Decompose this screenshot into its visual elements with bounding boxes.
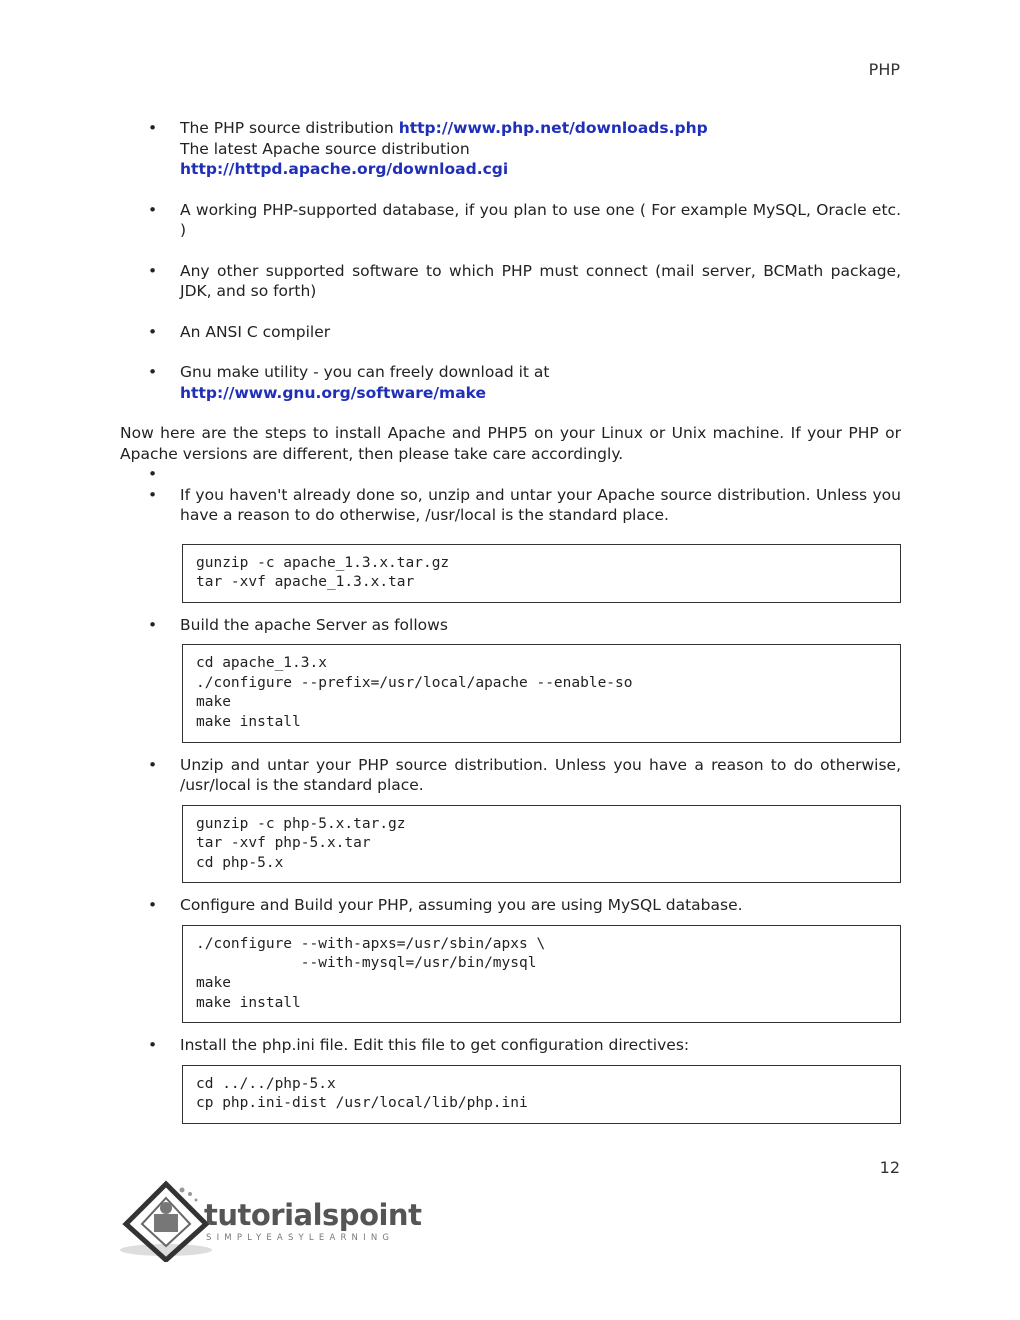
list-item: • Install the php.ini file. Edit this file to get configuration directives: bbox=[120, 1035, 901, 1056]
list-item: • If you haven't already done so, unzip and untar your Apache source distribution. Unless you have a reason to do otherwise, /usr/local is the standard place. bbox=[120, 485, 901, 526]
list-item: • Configure and Build your PHP, assuming you are using MySQL database. bbox=[120, 895, 901, 916]
empty-list-item bbox=[120, 464, 901, 485]
list-item: • Any other supported software to which PHP must connect (mail server, BCMath package, JDK, and so forth) bbox=[120, 261, 901, 302]
text: The latest Apache source distribution bbox=[180, 139, 470, 158]
page-content bbox=[120, 118, 901, 1124]
code-block: cd apache_1.3.x ./configure --prefix=/usr/local/apache --enable-so make make install bbox=[182, 644, 901, 742]
logo-text: tutorialspoint bbox=[204, 1198, 422, 1232]
code-block: gunzip -c apache_1.3.x.tar.gz tar -xvf apache_1.3.x.tar bbox=[182, 544, 901, 603]
code-block: gunzip -c php-5.x.tar.gz tar -xvf php-5.x.tar cd php-5.x bbox=[182, 805, 901, 884]
list-item bbox=[120, 118, 901, 180]
tutorialspoint-logo bbox=[118, 1176, 422, 1262]
list-item: • A working PHP-supported database, if you plan to use one ( For example MySQL, Oracle etc. ) bbox=[120, 200, 901, 241]
paragraph: Now here are the steps to install Apache and PHP5 on your Linux or Unix machine. If your PHP or Apache versions are different, then please take care accordingly. bbox=[120, 424, 901, 463]
link-php-downloads[interactable]: http://www.php.net/downloads.php bbox=[398, 119, 708, 137]
link-gnu-make[interactable]: http://www.gnu.org/software/make bbox=[180, 383, 487, 402]
logo-tagline: SIMPLYEASYLEARNING bbox=[206, 1233, 395, 1243]
link-apache-download[interactable]: http://httpd.apache.org/download.cgi bbox=[180, 160, 509, 178]
list-item: • Unzip and untar your PHP source distribution. Unless you have a reason to do otherwise, /usr/local is the standard place. bbox=[120, 755, 901, 796]
text: The PHP source distribution bbox=[180, 119, 399, 137]
list-item: • An ANSI C compiler bbox=[120, 322, 901, 343]
list-item bbox=[120, 362, 901, 403]
list-item: • Build the apache Server as follows bbox=[120, 615, 901, 636]
code-block: ./configure --with-apxs=/usr/sbin/apxs \ --with-mysql=/usr/bin/mysql make make install bbox=[182, 925, 901, 1023]
page-number: 12 bbox=[879, 1158, 900, 1177]
text: Gnu make utility - you can freely download it at bbox=[180, 363, 550, 381]
code-block: cd ../../php-5.x cp php.ini-dist /usr/local/lib/php.ini bbox=[182, 1065, 901, 1124]
page-header: PHP bbox=[868, 60, 900, 79]
